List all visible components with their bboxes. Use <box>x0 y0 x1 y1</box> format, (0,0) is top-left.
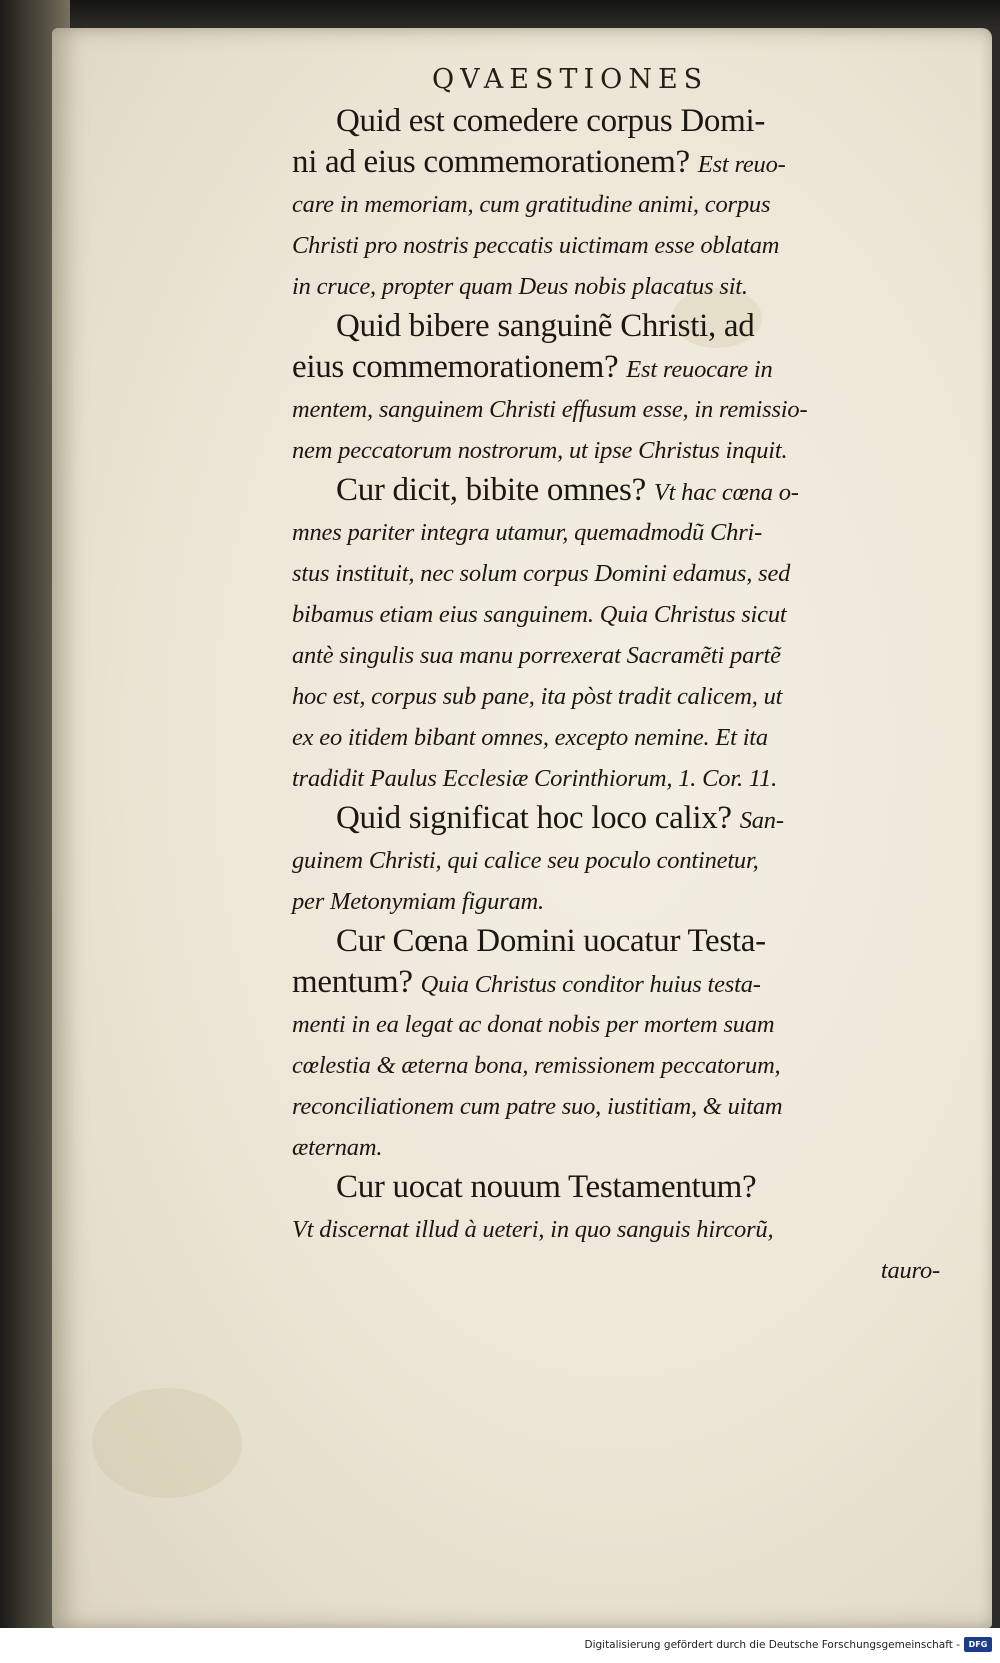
question-text: Cur Cœna Domini uocatur Testa- <box>336 923 766 959</box>
question-text: Cur dicit, bibite omnes? <box>336 472 654 508</box>
question-text: mentum? <box>292 964 421 1000</box>
answer-text: mentem, sanguinem Christi effusum esse, in remissio- <box>292 396 808 423</box>
text-line <box>292 1126 942 1167</box>
text-line <box>292 880 942 921</box>
book-top-edge <box>0 0 1000 28</box>
text-line <box>292 839 942 880</box>
text-line <box>292 921 942 962</box>
text-lines <box>292 101 942 1249</box>
digitization-footer <box>0 1628 1000 1663</box>
answer-text: cœlestia & æterna bona, remissionem peccatorum, <box>292 1052 781 1079</box>
answer-text: bibamus etiam eius sanguinem. Quia Christus sicut <box>292 601 787 628</box>
text-line <box>292 798 942 839</box>
question-text: Quid bibere sanguinẽ Christi, ad <box>336 308 755 344</box>
question-text: Quid significat hoc loco calix? <box>336 800 740 836</box>
text-line <box>292 593 942 634</box>
catchword <box>292 1249 942 1290</box>
text-line <box>292 962 942 1003</box>
answer-text: reconciliationem cum patre suo, iustitiam, & uitam <box>292 1093 783 1120</box>
text-line <box>292 265 942 306</box>
answer-text: stus instituit, nec solum corpus Domini edamus, sed <box>292 560 791 587</box>
dfg-logo: DFG <box>964 1637 992 1652</box>
answer-text: Est reuocare in <box>626 356 773 383</box>
answer-text: per Metonymiam figuram. <box>292 888 544 915</box>
text-line <box>292 1208 942 1249</box>
text-line <box>292 634 942 675</box>
text-line <box>292 757 942 798</box>
text-line <box>292 388 942 429</box>
text-line <box>292 101 942 142</box>
catchword-text: tauro- <box>880 1257 940 1284</box>
answer-text: Vt discernat illud à ueteri, in quo sanguis hircorũ, <box>292 1216 774 1243</box>
answer-text: Vt hac cœna o- <box>653 479 799 506</box>
text-line <box>292 1085 942 1126</box>
answer-text: Est reuo- <box>697 151 786 178</box>
text-line <box>292 552 942 593</box>
text-line <box>292 675 942 716</box>
footer-credit: Digitalisierung gefördert durch die Deutsche Forschungsgemeinschaft - <box>584 1639 960 1651</box>
answer-text: guinem Christi, qui calice seu poculo continetur, <box>292 847 759 874</box>
question-text: eius commemorationem? <box>292 349 627 385</box>
text-line <box>292 511 942 552</box>
answer-text: care in memoriam, cum gratitudine animi, corpus <box>292 191 771 218</box>
text-line <box>292 470 942 511</box>
text-line <box>292 429 942 470</box>
page-text <box>292 64 942 1290</box>
text-line <box>292 716 942 757</box>
text-line <box>292 306 942 347</box>
text-line <box>292 1003 942 1044</box>
text-line <box>292 347 942 388</box>
answer-text: ex eo itidem bibant omnes, excepto nemine. Et ita <box>292 724 768 751</box>
text-line <box>292 183 942 224</box>
text-line <box>292 1167 942 1208</box>
answer-text: antè singulis sua manu porrexerat Sacramẽti partẽ <box>292 642 781 669</box>
answer-text: æternam. <box>292 1134 383 1161</box>
text-line <box>292 1044 942 1085</box>
answer-text: nem peccatorum nostrorum, ut ipse Christus inquit. <box>292 437 788 464</box>
text-line <box>292 224 942 265</box>
answer-text: in cruce, propter quam Deus nobis placatus sit. <box>292 273 748 300</box>
answer-text: San- <box>739 807 784 834</box>
question-text: Cur uocat nouum Testamentum? <box>336 1169 757 1205</box>
answer-text: hoc est, corpus sub pane, ita pòst tradit calicem, ut <box>292 683 783 710</box>
answer-text: tradidit Paulus Ecclesiæ Corinthiorum, 1. Cor. 11. <box>292 765 778 792</box>
running-head: QVAESTIONES <box>432 64 709 95</box>
answer-text: menti in ea legat ac donat nobis per mortem suam <box>292 1011 775 1038</box>
paper-stain <box>92 1388 242 1498</box>
answer-text: Quia Christus conditor huius testa- <box>420 971 761 998</box>
answer-text: mnes pariter integra utamur, quemadmodũ Chri- <box>292 519 763 546</box>
question-text: Quid est comedere corpus Domi- <box>336 103 766 139</box>
answer-text: Christi pro nostris peccatis uictimam esse oblatam <box>292 232 780 259</box>
text-line <box>292 142 942 183</box>
question-text: ni ad eius commemorationem? <box>292 144 698 180</box>
